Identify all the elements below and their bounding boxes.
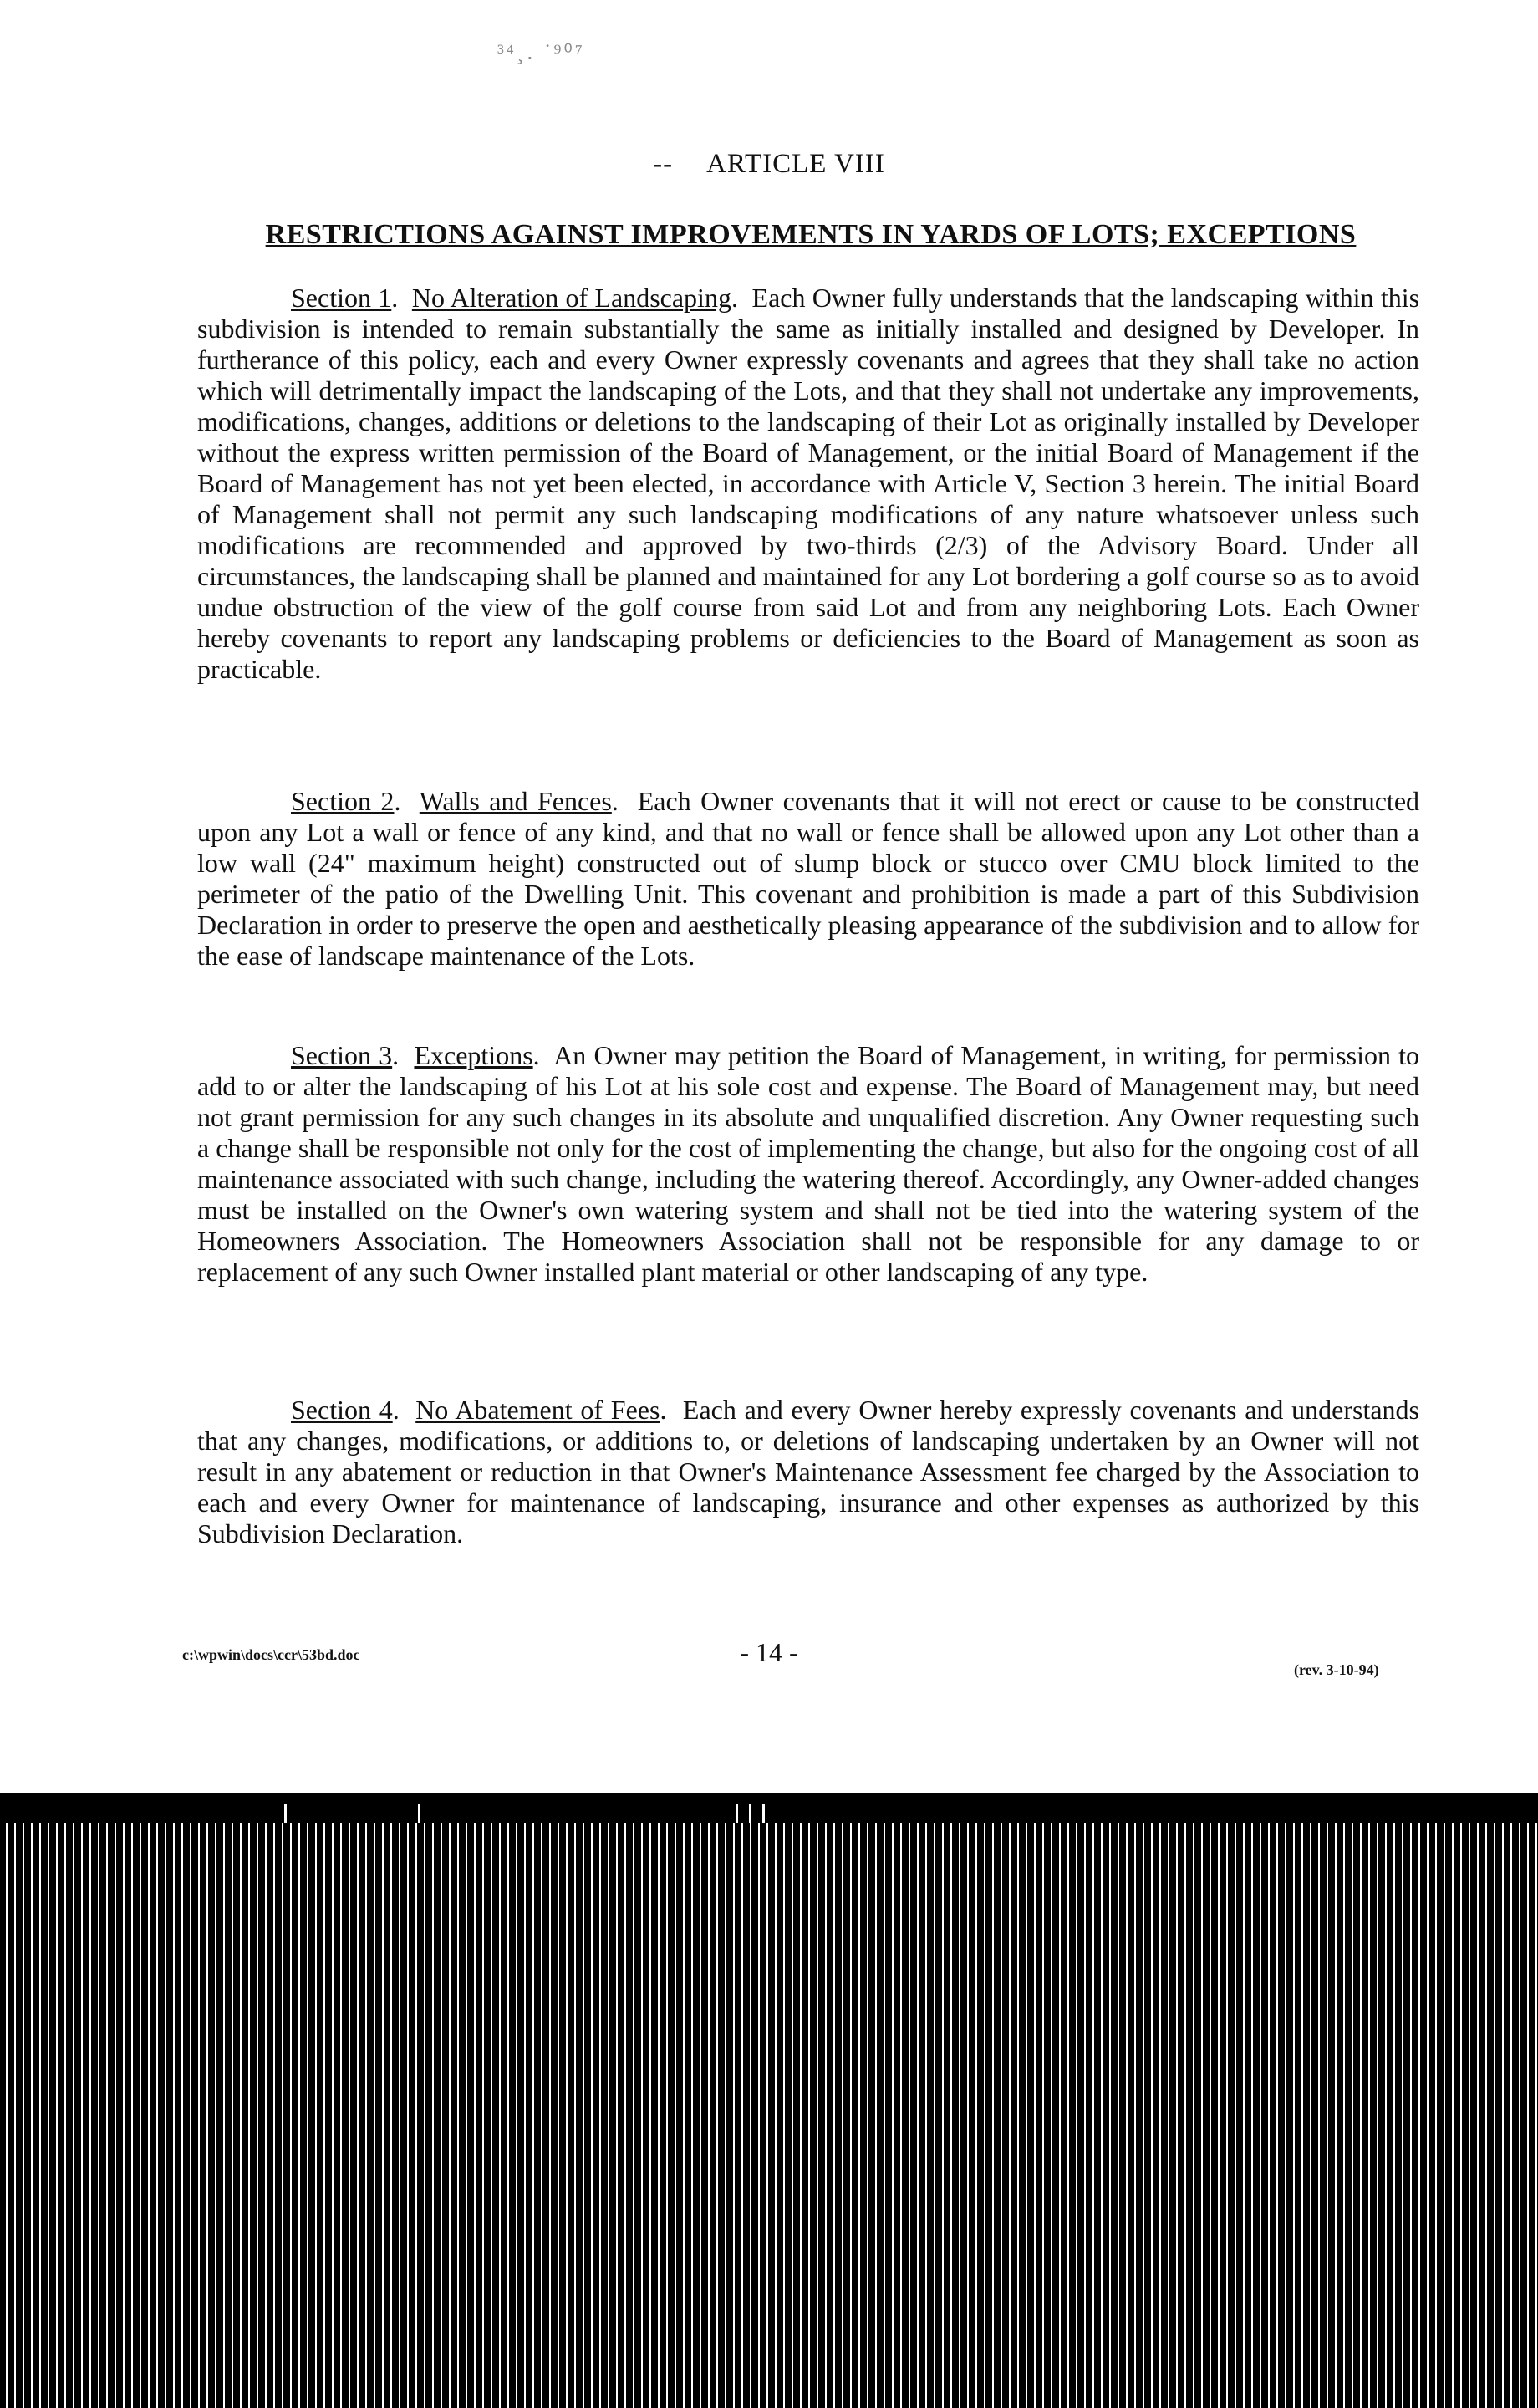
section-4-paragraph: Section 4. No Abatement of Fees. Each and every Owner hereby expressly covenants and understands that any changes, modifications, or additions to, or deletions of landscaping undertaken by an Owner will not result in any abatement or reduction in that Owner's Maintenance Assessment fee charged by the Association to each and every Owner for maintenance of landscaping, insurance and other expenses as authorized by this Subdivision Declaration. xyxy=(197,1395,1420,1548)
article-number: ARTICLE VIII xyxy=(706,149,885,179)
section-4-title: No Abatement of Fees xyxy=(415,1395,660,1425)
page-stamp: ³⁴¸․ ˙⁹⁰⁷ xyxy=(497,40,585,64)
section-3-label: Section 3 xyxy=(291,1040,393,1070)
footer-file-path: c:\wpwin\docs\ccr\53bd.doc xyxy=(182,1646,360,1663)
section-2-text: Each Owner covenants that it will not erect or cause to be constructed upon any Lot a wall or fence of any kind, and that no wall or fence shall be allowed upon any Lot other than a low wall (24" maximum height) constructed out of slump block or stucco over CMU block limited to the perimeter of the patio of the Dwelling Unit. This covenant and prohibition is made a part of this Subdivision Declaration in order to preserve the open and aesthetically pleasing appearance of the subdivision and to allow for the ease of landscape maintenance of the Lots. xyxy=(197,786,1420,971)
section-1-label: Section 1 xyxy=(291,283,392,313)
scan-artifact-mark xyxy=(736,1804,738,1823)
section-1-title: No Alteration of Landscaping xyxy=(411,283,731,313)
section-2-label: Section 2 xyxy=(291,786,395,816)
section-2-title: Walls and Fences xyxy=(419,786,612,816)
section-3-title: Exceptions xyxy=(414,1040,533,1070)
footer-page-number: - 14 - xyxy=(740,1637,798,1667)
scan-artifact-band xyxy=(0,1793,1538,2408)
section-4-label: Section 4 xyxy=(291,1395,393,1425)
section-2-paragraph: Section 2. Walls and Fences. Each Owner covenants that it will not erect or cause to be constructed upon any Lot a wall or fence of any kind, and that no wall or fence shall be allowed upon any Lot other than a low wall (24" maximum height) constructed out of slump block or stucco over CMU block limited to the perimeter of the patio of the Dwelling Unit. This covenant and prohibition is made a part of this Subdivision Declaration in order to preserve the open and aesthetically pleasing appearance of the subdivision and to allow for the ease of landscape maintenance of the Lots. xyxy=(197,786,1420,971)
section-1-text: Each Owner fully understands that the landscaping within this subdivision is intended to remain substantially the same as initially installed and designed by Developer. In furtherance of this policy, each and every Owner expressly covenants and agrees that they shall take no action which will detrimentally impact the landscaping of the Lots, and that they shall not undertake any improvements, modifications, changes, additions or deletions to the landscaping of their Lot as originally installed by Developer without the express written permission of the Board of Management, or the initial Board of Management if the Board of Management has not yet been elected, in accordance with Article V, Section 3 herein. The initial Board of Management shall not permit any such landscaping modifications of any nature whatsoever unless such modifications are recommended and approved by two-thirds (2/3) of the Advisory Board. Under all circumstances, the landscaping shall be planned and maintained for any Lot bordering a golf course so as to avoid undue obstruction of the view of the golf course from said Lot and from any neighboring Lots. Each Owner hereby covenants to report any landscaping problems or deficiencies to the Board of Management as soon as practicable. xyxy=(197,283,1420,684)
article-dashes: -- xyxy=(653,149,674,179)
scan-artifact-mark xyxy=(418,1804,420,1823)
section-3-text: An Owner may petition the Board of Management, in writing, for permission to add to or alter the landscaping of his Lot at his sole cost and expense. The Board of Management may, but need not grant permission for any such changes in its absolute and unqualified discretion. Any Owner requesting such a change shall be responsible not only for the cost of implementing the change, but also for the ongoing cost of all maintenance associated with such change, including the watering thereof. Accordingly, any Owner-added changes must be installed on the Owner's own watering system and shall not be tied into the watering system of the Homeowners Association. The Homeowners Association shall not be responsible for any damage to or replacement of any such Owner installed plant material or other landscaping of any type. xyxy=(197,1040,1420,1287)
section-4-text: Each and every Owner hereby expressly covenants and understands that any changes, modifications, or additions to, or deletions of landscaping undertaken by an Owner will not result in any abatement or reduction in that Owner's Maintenance Assessment fee charged by the Association to each and every Owner for maintenance of landscaping, insurance and other expenses as authorized by this Subdivision Declaration. xyxy=(197,1395,1420,1548)
scan-artifact-top xyxy=(0,1793,1538,1823)
scan-artifact-mark xyxy=(284,1804,287,1823)
footer-revision: (rev. 3-10-94) xyxy=(1294,1661,1379,1678)
article-heading xyxy=(0,149,1538,180)
section-3-paragraph: Section 3. Exceptions. An Owner may petition the Board of Management, in writing, for permission to add to or alter the landscaping of his Lot at his sole cost and expense. The Board of Management may, but need not grant permission for any such changes in its absolute and unqualified discretion. Any Owner requesting such a change shall be responsible not only for the cost of implementing the change, but also for the ongoing cost of all maintenance associated with such change, including the watering thereof. Accordingly, any Owner-added changes must be installed on the Owner's own watering system and shall not be tied into the watering system of the Homeowners Association. The Homeowners Association shall not be responsible for any damage to or replacement of any such Owner installed plant material or other landscaping of any type. xyxy=(197,1040,1420,1287)
section-1-paragraph: Section 1. No Alteration of Landscaping. Each Owner fully understands that the landscaping within this subdivision is intended to remain substantially the same as initially installed and designed by Developer. In furtherance of this policy, each and every Owner expressly covenants and agrees that they shall take no action which will detrimentally impact the landscaping of the Lots, and that they shall not undertake any improvements, modifications, changes, additions or deletions to the landscaping of their Lot as originally installed by Developer without the express written permission of the Board of Management, or the initial Board of Management if the Board of Management has not yet been elected, in accordance with Article V, Section 3 herein. The initial Board of Management shall not permit any such landscaping modifications of any nature whatsoever unless such modifications are recommended and approved by two-thirds (2/3) of the Advisory Board. Under all circumstances, the landscaping shall be planned and maintained for any Lot bordering a golf course so as to avoid undue obstruction of the view of the golf course from said Lot and from any neighboring Lots. Each Owner hereby covenants to report any landscaping problems or deficiencies to the Board of Management as soon as practicable. xyxy=(197,283,1420,684)
scan-artifact-mark xyxy=(762,1804,765,1823)
scan-artifact-stripes xyxy=(0,1823,1538,2408)
scan-artifact-mark xyxy=(749,1804,751,1823)
document-title: RESTRICTIONS AGAINST IMPROVEMENTS IN YARDS OF LOTS; EXCEPTIONS xyxy=(265,219,1357,250)
